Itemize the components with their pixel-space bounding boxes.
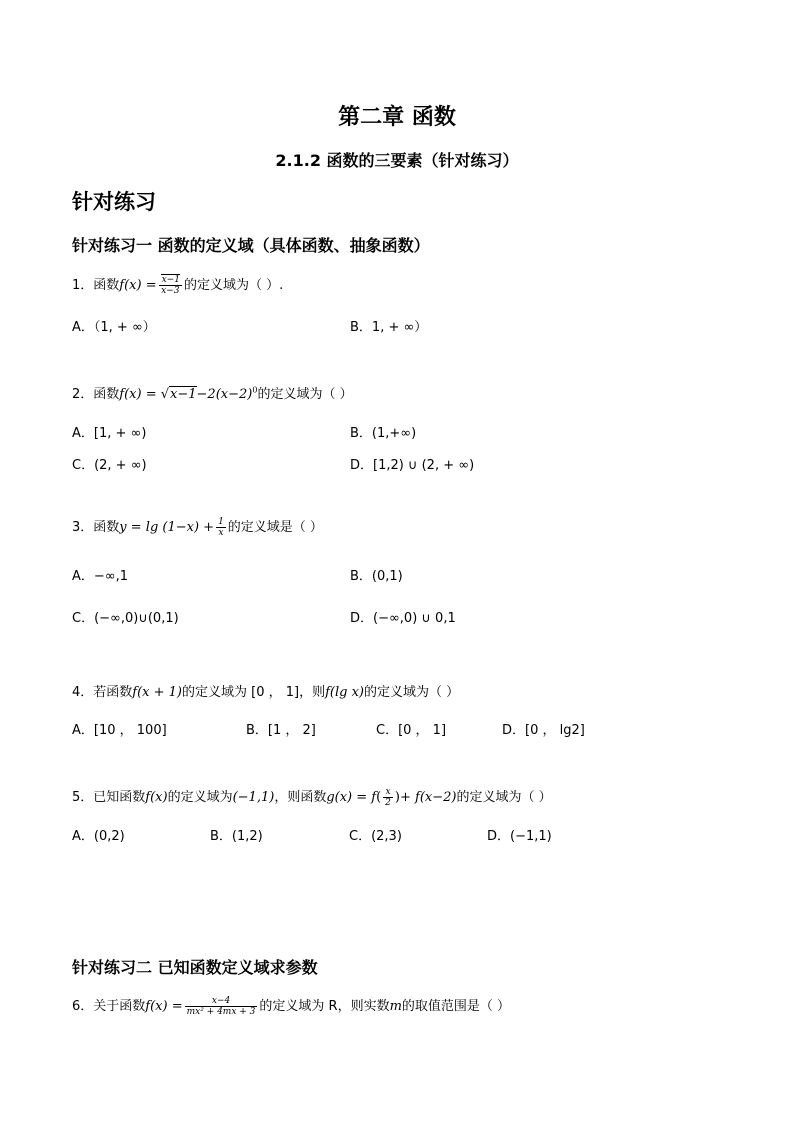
- q1-prefix: 1．函数: [72, 278, 120, 293]
- part2-heading: 针对练习二 已知函数定义域求参数: [72, 958, 318, 977]
- q2-prefix: 2．函数: [72, 387, 120, 402]
- question-2: 2．函数$f(x) = √x-1-2(x-2)^0$的定义域为（ ）: [72, 385, 353, 402]
- q3-denominator: x: [218, 528, 224, 538]
- q4-prefix: 4．若函数: [72, 685, 133, 700]
- q5-rest: + f(x−2): [399, 790, 457, 805]
- q1-option-a: A．（1, + ∞）: [72, 320, 156, 335]
- q6-prefix: 6．关于函数: [72, 999, 146, 1014]
- question-1: [72, 274, 283, 296]
- q3-prefix: 3．函数: [72, 520, 120, 535]
- q5-option-d: D．(−1,1): [487, 829, 552, 844]
- q6-numerator: x−4: [185, 996, 258, 1007]
- q4-option-d: D．[0 ， lg2]: [502, 723, 585, 738]
- q5-function-f: f(x): [145, 790, 168, 805]
- q4-option-c: C．[0 ， 1]: [376, 723, 447, 738]
- q5-suffix: 的定义域为（ ）: [456, 790, 552, 805]
- q6-function: f(x) =: [145, 999, 183, 1014]
- q2-rest: −2(x−2): [196, 387, 253, 402]
- q5-prefix: 5．已知函数: [72, 790, 146, 805]
- q3-option-c: C．(−∞,0)∪(0,1): [72, 611, 179, 626]
- q2-exponent: 0: [252, 385, 258, 395]
- q6-middle: 的定义域为 R，则实数: [259, 999, 390, 1014]
- q4-function-2: f(lg x): [325, 685, 364, 700]
- q4-middle: 的定义域为 [0 ， 1]，则: [182, 685, 326, 700]
- q1-suffix: 的定义域为（ ）.: [183, 278, 284, 293]
- question-3: [72, 516, 323, 538]
- part1-heading: 针对练习一 函数的定义域（具体函数、抽象函数）: [72, 236, 430, 255]
- q1-option-b: B．1, + ∞）: [350, 320, 428, 335]
- q5-denominator: 2: [385, 798, 391, 808]
- question-4: [72, 681, 459, 700]
- section-heading: 针对练习: [72, 190, 156, 214]
- question-6: [72, 995, 510, 1017]
- q3-function: y = lg (1−x) +: [119, 520, 215, 535]
- q3-option-b: B．(0,1): [350, 569, 403, 584]
- q2-radicand: x−1: [170, 387, 197, 402]
- q4-option-a: A．[10 ， 100]: [72, 723, 167, 738]
- q3-option-d: D．(−∞,0) ∪ 0,1: [350, 611, 456, 626]
- q6-denominator: mx² + 4mx + 3: [186, 1007, 256, 1017]
- q5-middle-1: 的定义域为: [167, 790, 233, 805]
- q1-function: f(x) =: [119, 278, 157, 293]
- q2-suffix: 的定义域为（ ）: [257, 387, 353, 402]
- q3-numerator: 1: [218, 517, 224, 527]
- q4-option-b: B．[1 ， 2]: [246, 723, 316, 738]
- q5-option-a: A．(0,2): [72, 829, 125, 844]
- chapter-title: 第二章 函数: [338, 105, 456, 130]
- q3-suffix: 的定义域是（ ）: [227, 520, 323, 535]
- q4-function-1: f(x + 1): [132, 685, 182, 700]
- lesson-title: 2.1.2 函数的三要素（针对练习）: [275, 151, 519, 170]
- q1-fraction: [159, 275, 182, 296]
- q2-function: f(x) =: [119, 387, 161, 402]
- q5-middle-2: ，则函数: [274, 790, 327, 805]
- q2-option-b: B．(1,+∞): [350, 426, 417, 441]
- q6-suffix: 的取值范围是（ ）: [401, 999, 511, 1014]
- question-5: 5．已知函数f(x)的定义域为(−1,1)，则函数g(x) = f( $\frac{x}{2}$ )+ f(x−2)的定义域为（ ）: [72, 787, 552, 808]
- q2-option-d: D．[1,2) ∪ (2, + ∞): [350, 458, 475, 473]
- q5-option-c: C．(2,3): [349, 829, 402, 844]
- q2-option-a: A．[1, + ∞): [72, 426, 147, 441]
- q1-numerator: x−1: [161, 275, 180, 285]
- q5-function-g: g(x) = f: [326, 790, 377, 805]
- q6-variable: m: [389, 999, 402, 1014]
- q5-option-b: B．(1,2): [210, 829, 263, 844]
- q5-domain: (−1,1): [232, 790, 275, 805]
- q2-option-c: C．(2, + ∞): [72, 458, 147, 473]
- q5-numerator: x: [383, 787, 393, 798]
- q1-denominator: x−3: [161, 286, 180, 296]
- q6-fraction: [185, 996, 258, 1017]
- q4-suffix: 的定义域为（ ）: [364, 685, 460, 700]
- q3-fraction: [216, 517, 226, 538]
- q3-option-a: A．−∞,1: [72, 569, 129, 584]
- q5-fraction: [383, 787, 393, 808]
